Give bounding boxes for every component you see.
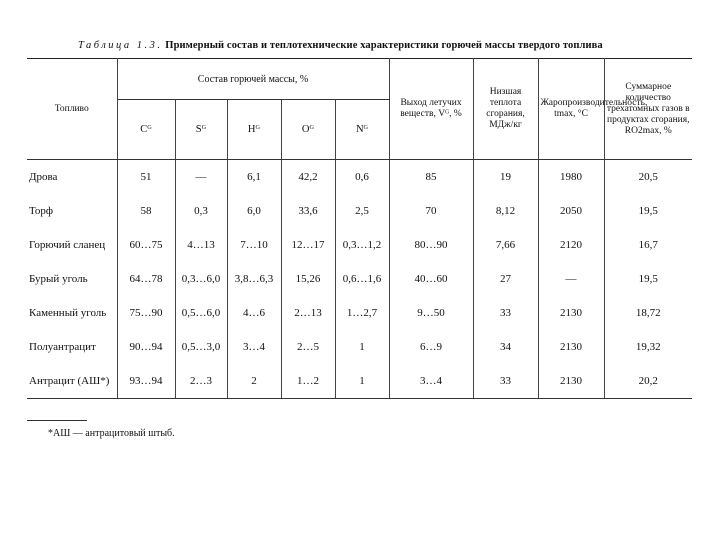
header-volatile: Выход летучих веществ, Vᴳ, % bbox=[389, 59, 473, 160]
header-ro2: Суммарное количество трехатомных газов в продуктах сгорания, RO2max, % bbox=[604, 59, 692, 160]
cell-n: 1 bbox=[335, 364, 389, 399]
cell-s: 2…3 bbox=[175, 364, 227, 399]
fuel-name: Антрацит (АШ*) bbox=[27, 364, 117, 399]
cell-ro2: 19,32 bbox=[635, 341, 661, 353]
cell-c: 90…94 bbox=[117, 330, 175, 364]
cell-s: 0,3…6,0 bbox=[175, 262, 227, 296]
cell-temp: 2130 bbox=[538, 364, 604, 399]
header-c: Cᴳ bbox=[117, 100, 175, 159]
table-row bbox=[27, 194, 692, 228]
cell-ro2: 19,5 bbox=[638, 273, 658, 285]
header-o: Oᴳ bbox=[281, 100, 335, 159]
cell-o: 1…2 bbox=[281, 364, 335, 399]
cell-n: 0,6…1,6 bbox=[335, 262, 389, 296]
cell-volatile: 3…4 bbox=[389, 364, 473, 399]
cell-c: 75…90 bbox=[117, 296, 175, 330]
cell-heat: 19 bbox=[473, 160, 538, 195]
fuel-table bbox=[27, 58, 692, 399]
cell-heat: 27 bbox=[473, 262, 538, 296]
cell-s: 4…13 bbox=[175, 228, 227, 262]
cell-s: 0,5…6,0 bbox=[175, 296, 227, 330]
cell-n: 2,5 bbox=[335, 194, 389, 228]
cell-c: 93…94 bbox=[117, 364, 175, 399]
cell-volatile: 6…9 bbox=[389, 330, 473, 364]
caption-label: Таблица 1.3. bbox=[78, 40, 163, 51]
cell-h: 2 bbox=[227, 364, 281, 399]
cell-h: 3…4 bbox=[227, 330, 281, 364]
table-row bbox=[27, 364, 692, 399]
cell-c: 60…75 bbox=[117, 228, 175, 262]
cell-s: 0,3 bbox=[175, 194, 227, 228]
cell-volatile: 70 bbox=[389, 194, 473, 228]
fuel-name: Дрова bbox=[27, 160, 117, 195]
caption-text: Примерный состав и теплотехнические характеристики горючей массы твердого топлива bbox=[165, 40, 603, 51]
header-composition: Состав горючей массы, % bbox=[117, 59, 389, 100]
cell-temp: 2050 bbox=[538, 194, 604, 228]
header-n: Nᴳ bbox=[335, 100, 389, 159]
header-fuel: Топливо bbox=[27, 59, 117, 160]
cell-n: 0,3…1,2 bbox=[335, 228, 389, 262]
fuel-name: Торф bbox=[27, 194, 117, 228]
table-row bbox=[27, 262, 692, 296]
cell-o: 12…17 bbox=[281, 228, 335, 262]
cell-n: 1…2,7 bbox=[335, 296, 389, 330]
cell-heat: 33 bbox=[473, 364, 538, 399]
cell-temp: 2130 bbox=[538, 296, 604, 330]
header-s: Sᴳ bbox=[175, 100, 227, 159]
cell-volatile: 40…60 bbox=[389, 262, 473, 296]
cell-volatile: 9…50 bbox=[389, 296, 473, 330]
table-row bbox=[27, 228, 692, 262]
header-temp: Жаропроизводительность, tmax, °C bbox=[538, 59, 604, 160]
cell-volatile: 85 bbox=[389, 160, 473, 195]
cell-h: 7…10 bbox=[227, 228, 281, 262]
cell-ro2: 20,5 bbox=[638, 171, 658, 183]
fuel-name: Каменный уголь bbox=[27, 296, 117, 330]
cell-temp: 1980 bbox=[538, 160, 604, 195]
cell-ro2: 19,5 bbox=[638, 205, 658, 217]
fuel-name: Бурый уголь bbox=[27, 262, 117, 296]
cell-o: 33,6 bbox=[281, 194, 335, 228]
fuel-name: Горючий сланец bbox=[27, 228, 117, 262]
table-row bbox=[27, 330, 692, 364]
cell-volatile: 80…90 bbox=[389, 228, 473, 262]
cell-o: 2…13 bbox=[281, 296, 335, 330]
cell-temp: 2130 bbox=[538, 330, 604, 364]
cell-c: 58 bbox=[117, 194, 175, 228]
cell-h: 3,8…6,3 bbox=[227, 262, 281, 296]
cell-heat: 34 bbox=[473, 330, 538, 364]
cell-temp: — bbox=[538, 262, 604, 296]
header-h: Hᴳ bbox=[227, 100, 281, 159]
cell-o: 15,26 bbox=[281, 262, 335, 296]
cell-ro2: 18,72 bbox=[635, 307, 661, 319]
cell-h: 6,0 bbox=[227, 194, 281, 228]
cell-temp: 2120 bbox=[538, 228, 604, 262]
table-row bbox=[27, 296, 692, 330]
cell-o: 42,2 bbox=[281, 160, 335, 195]
cell-n: 1 bbox=[335, 330, 389, 364]
cell-n: 0,6 bbox=[335, 160, 389, 195]
fuel-name: Полуантрацит bbox=[27, 330, 117, 364]
cell-h: 6,1 bbox=[227, 160, 281, 195]
cell-heat: 7,66 bbox=[473, 228, 538, 262]
cell-ro2: 16,7 bbox=[638, 239, 658, 251]
footnote-rule bbox=[27, 420, 87, 421]
cell-heat: 8,12 bbox=[473, 194, 538, 228]
cell-s: — bbox=[175, 160, 227, 195]
cell-s: 0,5…3,0 bbox=[175, 330, 227, 364]
cell-heat: 33 bbox=[473, 296, 538, 330]
footnote: *АШ — антрацитовый штыб. bbox=[48, 428, 175, 439]
table-caption bbox=[78, 40, 678, 51]
cell-ro2: 20,2 bbox=[604, 364, 692, 399]
header-heat: Низшая теплота сгорания, МДж/кг bbox=[473, 59, 538, 160]
table-row bbox=[27, 160, 692, 195]
cell-o: 2…5 bbox=[281, 330, 335, 364]
cell-c: 64…78 bbox=[117, 262, 175, 296]
cell-c: 51 bbox=[117, 160, 175, 195]
cell-h: 4…6 bbox=[227, 296, 281, 330]
